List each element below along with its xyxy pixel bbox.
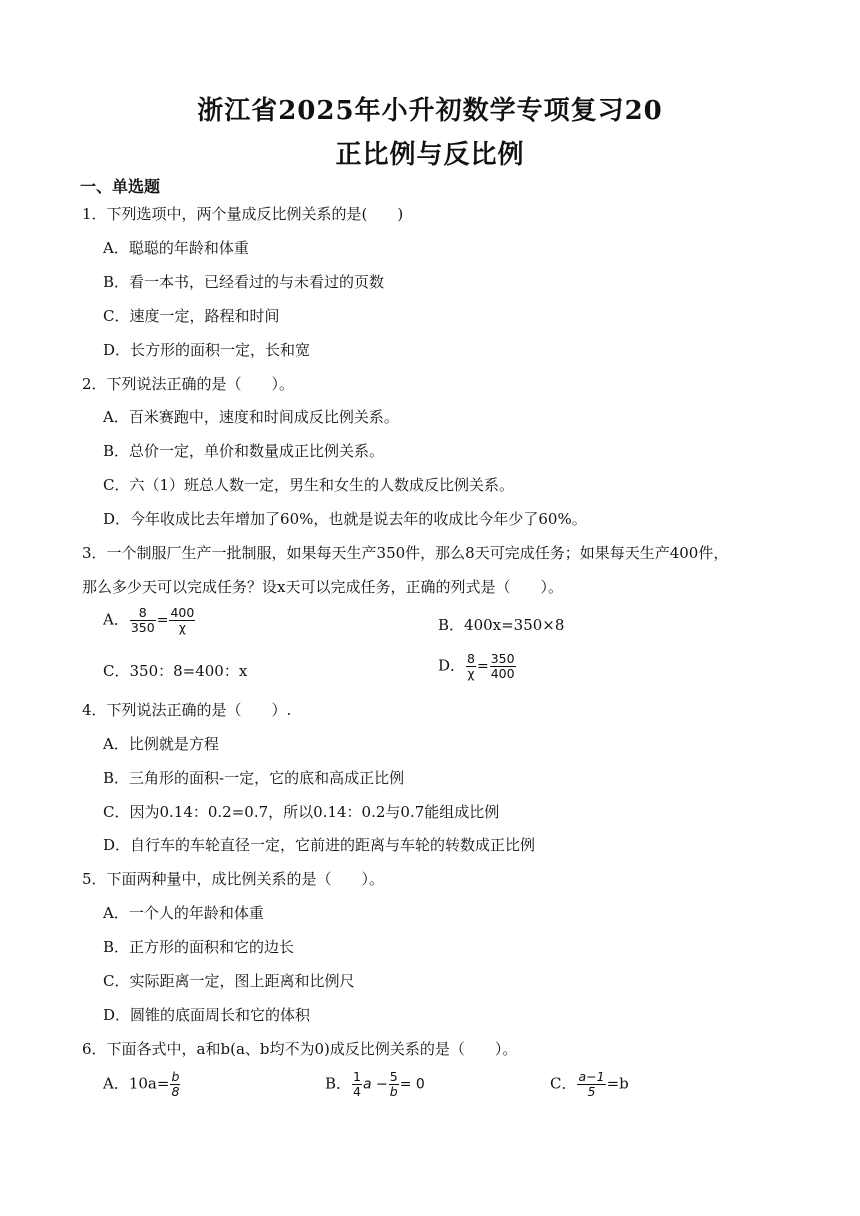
question-5-stem: 5．下面两种量中，成比例关系的是（ ）。 — [82, 870, 385, 888]
question-2-option-b: B．总价一定，单价和数量成正比例关系。 — [103, 442, 385, 460]
question-1-stem: 1．下列选项中，两个量成反比例关系的是( ) — [82, 205, 404, 223]
question-3-option-b: B．400x=350×8 — [438, 616, 565, 634]
denominator: 8 — [171, 1084, 180, 1099]
expression-suffix: = 0 — [399, 1076, 425, 1093]
question-3-option-d — [438, 652, 517, 681]
numerator: 5 — [389, 1069, 398, 1084]
question-2-option-c: C．六（1）班总人数一定，男生和女生的人数成反比例关系。 — [103, 476, 515, 494]
question-1-option-d: D．长方形的面积一定，长和宽 — [103, 341, 311, 359]
numerator: a−1 — [578, 1069, 605, 1084]
page-title: 浙江省2025年小升初数学专项复习20 — [197, 96, 663, 126]
numerator: 8 — [130, 606, 156, 621]
question-4-stem: 4．下列说法正确的是（ ）. — [82, 701, 292, 719]
denominator: 5 — [587, 1084, 596, 1099]
numerator: b — [171, 1069, 180, 1084]
question-1-option-c: C．速度一定，路程和时间 — [103, 307, 280, 325]
question-6-option-c — [550, 1070, 629, 1099]
option-label: A． — [103, 610, 129, 629]
question-4-option-c: C．因为0.14：0.2=0.7，所以0.14：0.2与0.7能组成比例 — [103, 803, 500, 821]
option-label: C． — [550, 1074, 577, 1093]
question-1-option-a: A．聪聪的年龄和体重 — [103, 239, 249, 257]
question-6-option-a — [103, 1070, 181, 1099]
question-6-stem: 6．下面各式中，a和b(a、b均不为0)成反比例关系的是（ ）。 — [82, 1040, 518, 1058]
question-1-option-b: B．看一本书，已经看过的与未看过的页数 — [103, 273, 385, 291]
option-label: B． — [325, 1074, 352, 1093]
question-6-option-b — [325, 1070, 425, 1099]
expression-middle: a − — [362, 1076, 388, 1093]
question-5-option-a: A．一个人的年龄和体重 — [103, 904, 264, 922]
numerator: 8 — [467, 651, 475, 666]
fraction — [577, 1070, 605, 1099]
fraction — [490, 652, 516, 681]
question-3-stem-line-2: 那么多少天可以完成任务？设x天可以完成任务，正确的列式是（ ）。 — [82, 578, 563, 596]
question-4-option-a: A．比例就是方程 — [103, 735, 219, 753]
denominator: 350 — [130, 620, 155, 635]
question-2-stem: 2．下列说法正确的是（ ）。 — [82, 375, 295, 393]
numerator: 400 — [170, 605, 195, 620]
equals-sign: = — [476, 658, 489, 675]
question-5-option-c: C．实际距离一定，图上距离和比例尺 — [103, 972, 355, 990]
question-3-option-c: C．350：8=400：x — [103, 662, 248, 680]
question-2-option-d: D．今年收成比去年增加了60%，也就是说去年的收成比今年少了60%。 — [103, 510, 587, 528]
denominator: χ — [467, 666, 475, 681]
section-heading: 一、单选题 — [80, 177, 161, 196]
question-5-option-d: D．圆锥的底面周长和它的体积 — [103, 1006, 311, 1024]
question-3-stem-line-1: 3．一个制服厂生产一批制服，如果每天生产350件，那么8天可完成任务；如果每天生产400件， — [82, 544, 729, 562]
question-2-option-a: A．百米赛跑中，速度和时间成反比例关系。 — [103, 408, 399, 426]
option-label: D． — [438, 656, 466, 675]
expression-prefix: 10a= — [128, 1074, 170, 1093]
question-4-option-d: D．自行车的车轮直径一定，它前进的距离与车轮的转数成正比例 — [103, 836, 536, 854]
fraction — [130, 606, 156, 635]
denominator: χ — [178, 620, 186, 635]
fraction — [170, 1070, 180, 1099]
question-3-option-a — [103, 606, 196, 635]
question-5-option-b: B．正方形的面积和它的边长 — [103, 938, 295, 956]
denominator: 400 — [490, 666, 515, 681]
denominator: b — [389, 1084, 398, 1099]
fraction — [169, 606, 195, 635]
numerator: 1 — [353, 1069, 361, 1084]
equals-sign: = — [156, 612, 169, 629]
denominator: 4 — [353, 1084, 361, 1099]
fraction — [352, 1070, 362, 1099]
fraction — [466, 652, 476, 681]
question-4-option-b: B．三角形的面积-一定，它的底和高成正比例 — [103, 769, 405, 787]
expression-suffix: =b — [606, 1074, 629, 1093]
fraction — [389, 1070, 399, 1099]
numerator: 350 — [490, 651, 515, 666]
option-label: A． — [103, 1074, 129, 1093]
page-subtitle: 正比例与反比例 — [335, 140, 525, 170]
